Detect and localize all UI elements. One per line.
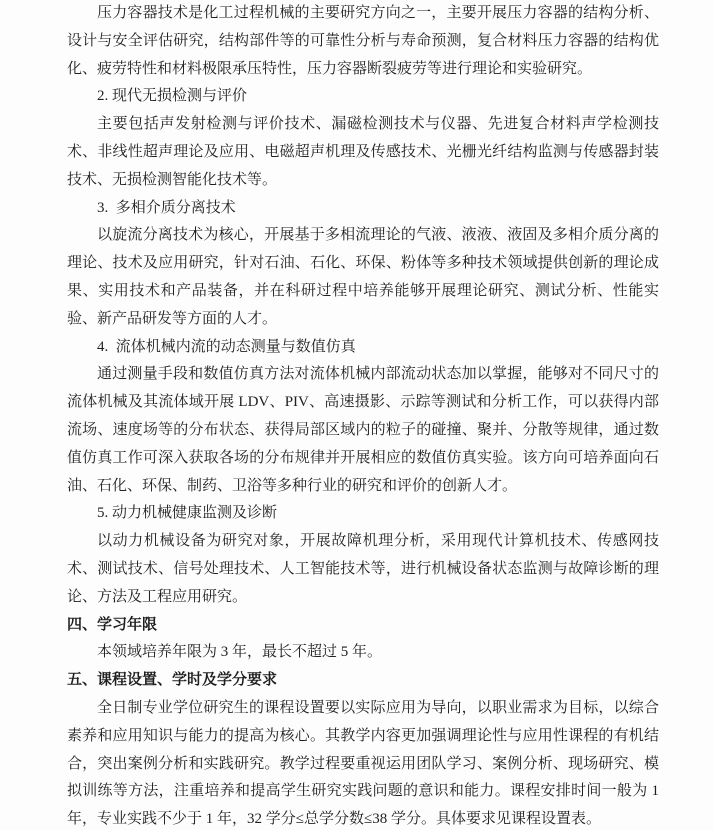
paragraph-direction-3-separation: 以旋流分离技术为核心，开展基于多相流理论的气液、液液、液固及多相介质分离的理论、技术及应用研究，针对石油、石化、环保、粉体等多种技术领域提供创新的理论成果、实用技术和产品装备，并在科研过程中培养能够开展理论研究、测试分析、性能实验、新产品研发等方面的人才。 [67,227,659,327]
section-heading-curriculum: 五、课程设置、学时及学分要求 [67,672,278,689]
paragraph-study-duration: 本领域培养年限为 3 年，最长不超过 5 年。 [97,644,383,661]
subheading-direction-5-health: 5. 动力机械健康监测及诊断 [97,505,278,522]
document-body [67,0,659,830]
paragraph-pressure-vessel-direction: 压力容器技术是化工过程机械的主要研究方向之一，主要开展压力容器的结构分析、设计与安全评估研究，结构部件等的可靠性分析与寿命预测，复合材料压力容器的结构优化、疲劳特性和材料极限承压特性，压力容器断裂疲劳等进行理论和实验研究。 [67,5,659,77]
section-heading-study-duration: 四、学习年限 [67,616,158,633]
paragraph-direction-5-health: 以动力机械设备为研究对象，开展故障机理分析，采用现代计算机技术、传感网技术、测试技术、信号处理技术、人工智能技术等，进行机械设备状态监测与故障诊断的理论、方法及工程应用研究。 [67,533,659,605]
paragraph-direction-2-ndt: 主要包括声发射检测与评价技术、漏磁检测技术与仪器、先进复合材料声学检测技术、非线性超声理论及应用、电磁超声机理及传感技术、光栅光纤结构监测与传感器封装技术、无损检测智能化技术等。 [67,116,659,188]
subheading-direction-3-separation: 3. 多相介质分离技术 [97,199,236,216]
paragraph-curriculum: 全日制专业学位研究生的课程设置要以实际应用为导向，以职业需求为目标，以综合素养和应用知识与能力的提高为核心。其教学内容更加强调理论性与应用性课程的有机结合，突出案例分析和实践研究。教学过程要重视运用团队学习、案例分析、现场研究、模拟训练等方法，注重培养和提高学生研究实践问题的意识和能力。课程安排时间一般为 1 年，专业实践不少于 1 年，32 学分≤总学分数≤38 学分。具体要求见课程设置表。 [67,699,659,828]
paragraph-direction-4-fluid: 通过测量手段和数值仿真方法对流体机械内部流动状态加以掌握，能够对不同尺寸的流体机械及其流体域开展 LDV、PIV、高速摄影、示踪等测试和分析工作，可以获得内部流场、速度场等的分布状态、获得局部区域内的粒子的碰撞、聚并、分散等规律，通过数值仿真工作可深入获取各场的分布规律并开展相应的数值仿真实验。该方向可培养面向石油、石化、环保、制药、卫浴等多种行业的研究和评价的创新人才。 [67,366,659,494]
subheading-direction-2-ndt: 2. 现代无损检测与评价 [97,88,248,105]
subheading-direction-4-fluid: 4. 流体机械内流的动态测量与数值仿真 [97,338,356,355]
